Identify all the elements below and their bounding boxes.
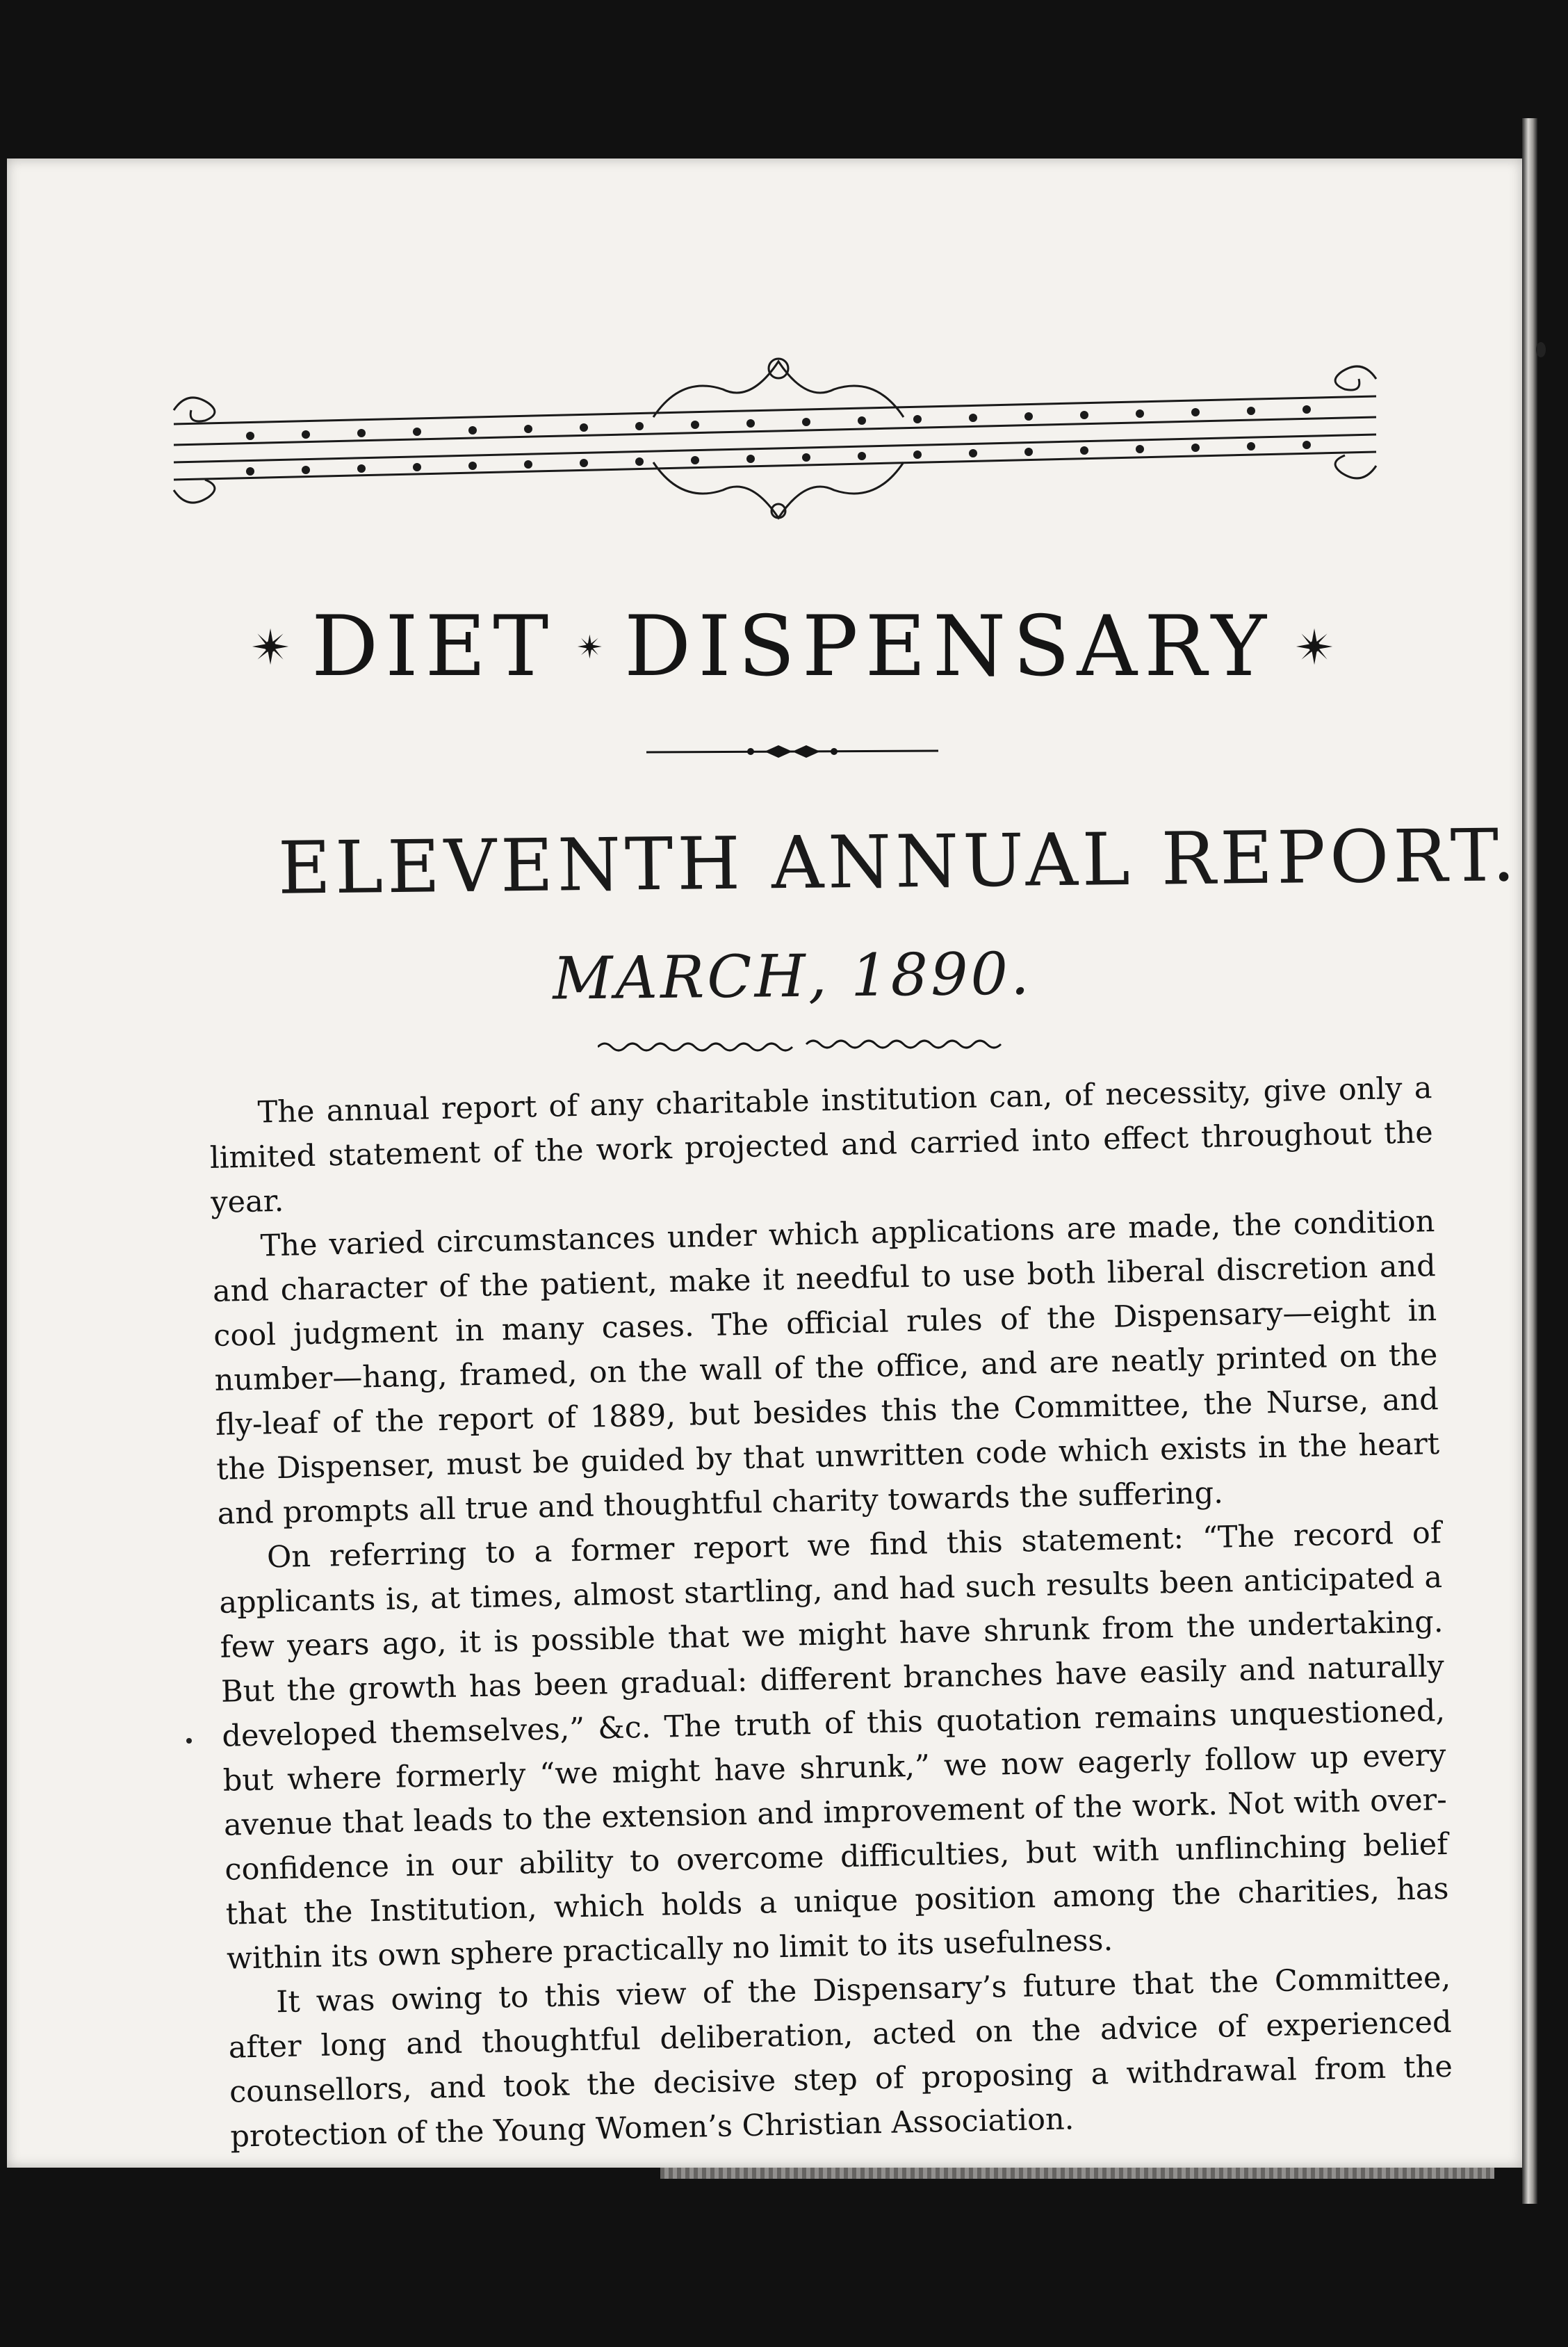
title-word-dispensary: DISPENSARY	[624, 598, 1273, 695]
page-title	[250, 584, 1334, 709]
paragraph: The varied circumstances under which applications are made, the condition and character of the patient, make it needful to use both liberal discretion and cool judgment in many cases. The official rules of the Dispensary—eight in number—hang, framed, on the wall of the office, and are neatly printed on the fly-leaf of the report of 1889, but besides this the Committee, the Nurse, and the Dispenser, must be guided by that unwritten code which exists in the heart and prompts all true and thoughtful charity towards the suffering.	[212, 1204, 1440, 1532]
title-word-diet: DIET	[311, 598, 556, 695]
squiggle-rule	[598, 1029, 1015, 1057]
report-body	[209, 1066, 1454, 2159]
scan-speck	[186, 1738, 192, 1744]
page-edge	[1522, 118, 1537, 2204]
paragraph: On referring to a former report we find this statement: “The record of applicants is, at times, almost startling, and had such results been anticipated a few years ago, it is possible that we might have shrunk from the undertaking. But the growth has been gradual: different branches have easily and naturally developed themselves,” &c. The truth of this quotation remains unquestioned, but where formerly “we might have shrunk,” we now eagerly follow up every avenue that leads to the extension and improvement of the work. Not with over-confidence in our ability to overcome difficulties, but with unflinching belief that the Institution, which holds a unique position among the charities, has within its own sphere practically no limit to its usefulness.	[218, 1515, 1449, 1976]
decorative-scroll-band	[167, 341, 1390, 521]
paragraph: It was owing to this view of the Dispensary’s future that the Committee, after long and thoughtful deliberation, acted on the advice of experienced counsellors, and took the decisive step of proposing a withdrawal from the protection of the Young Women’s Christian Association.	[228, 1960, 1453, 2154]
paragraph: The annual report of any charitable institution can, of necessity, give only a limited statement of the work projected and carried into effect throughout the year.	[209, 1071, 1434, 1220]
rosette-icon	[250, 605, 291, 688]
rosette-icon	[576, 619, 603, 674]
rosette-icon	[1294, 605, 1334, 688]
report-date: MARCH, 1890.	[552, 939, 1033, 1013]
diamond-rule	[646, 737, 938, 765]
report-subtitle: ELEVENTH ANNUAL REPORT.	[277, 813, 1520, 911]
scan-speck	[1536, 342, 1546, 357]
scan-artifact	[660, 2168, 1494, 2179]
